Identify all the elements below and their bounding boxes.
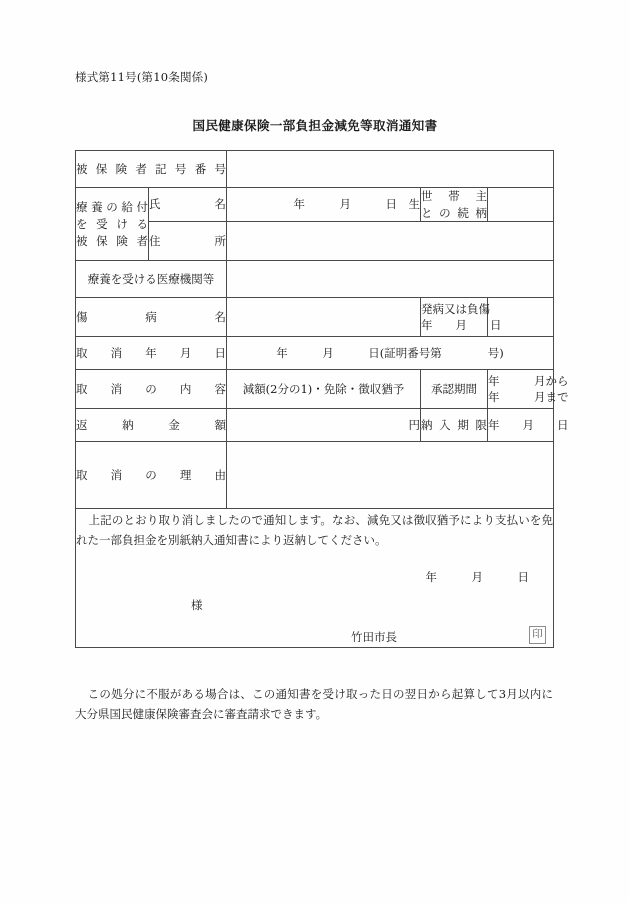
table-row-refund-amount xyxy=(76,409,554,442)
table-row-name xyxy=(76,188,554,222)
notice-block xyxy=(76,509,554,648)
label-name: 氏 名 xyxy=(149,188,227,222)
document-title: 国民健康保険一部負担金減免等取消通知書 xyxy=(192,118,438,133)
issuer-signature xyxy=(76,629,553,646)
value-refund-amount-unit[interactable]: 円 xyxy=(227,409,421,442)
value-name-and-birth[interactable]: 年 月 日 生 xyxy=(227,188,421,222)
table-row-cancel-content xyxy=(76,370,554,409)
table-row-disease xyxy=(76,298,554,337)
label-medical-institution: 療養を受ける医療機関等 xyxy=(76,261,227,298)
label-address: 住 所 xyxy=(149,222,227,261)
value-insured-number[interactable] xyxy=(227,151,554,188)
table-row-notice-block xyxy=(76,509,554,648)
label-cancel-reason: 取消の理由 xyxy=(76,442,227,509)
appeal-footer-note: この処分に不服がある場合は、この通知書を受け取った日の翌日から起算して3月以内に大分県国民健康保険審査会に審査請求できます。 xyxy=(75,687,553,721)
seal-icon: 印 xyxy=(529,626,546,644)
table-row-insured-number xyxy=(76,151,554,188)
table-row-cancel-reason xyxy=(76,442,554,509)
value-address[interactable] xyxy=(227,222,554,261)
value-cancel-reason[interactable] xyxy=(227,442,554,509)
label-approval-period: 承認期間 xyxy=(421,370,488,409)
label-refund-amount: 返納金額 xyxy=(76,409,227,442)
label-onset-date: 発病又は負傷 年 月 日 xyxy=(421,298,488,337)
approval-period-from: 年 月から xyxy=(488,373,569,388)
label-insured-number: 被保険者記号番号 xyxy=(76,151,227,188)
value-payment-due[interactable]: 年 月 日 xyxy=(488,409,554,442)
label-household-relation: 世帯主 との続柄 xyxy=(421,188,488,222)
label-disease-name: 傷 病 名 xyxy=(76,298,227,337)
value-medical-institution[interactable] xyxy=(227,261,554,298)
notice-body-text: 上記のとおり取り消しましたので通知します。なお、減免又は徴収猶予により支払いを免れた一部負担金を別紙納入通知書により返納してください。 xyxy=(76,513,553,547)
addressee-line: 様 xyxy=(191,598,203,613)
issuer-name: 竹田市長 xyxy=(351,629,397,644)
form-number: 様式第11号(第10条関係) xyxy=(75,70,209,84)
label-cancel-content: 取消の内容 xyxy=(76,370,227,409)
value-household-relation[interactable] xyxy=(488,188,554,222)
value-approval-period[interactable] xyxy=(488,370,569,409)
table-row-cancel-date xyxy=(76,337,554,370)
value-disease-name[interactable] xyxy=(227,298,421,337)
label-cancel-date: 取消年月日 xyxy=(76,337,227,370)
label-payment-due: 納入期限 xyxy=(421,409,488,442)
label-recipient-block: 療養の給付 を受ける 被保険者 xyxy=(76,188,149,261)
notice-date-line[interactable]: 年 月 日 xyxy=(425,569,529,584)
notification-form-table xyxy=(75,150,569,648)
value-cancel-date[interactable]: 年 月 日(証明番号第 号) xyxy=(227,337,554,370)
approval-period-to: 年 月まで xyxy=(488,390,569,405)
value-cancel-content[interactable]: 減額(2分の1)・免除・徴収猶予 xyxy=(227,370,421,409)
table-row-institution xyxy=(76,261,554,298)
